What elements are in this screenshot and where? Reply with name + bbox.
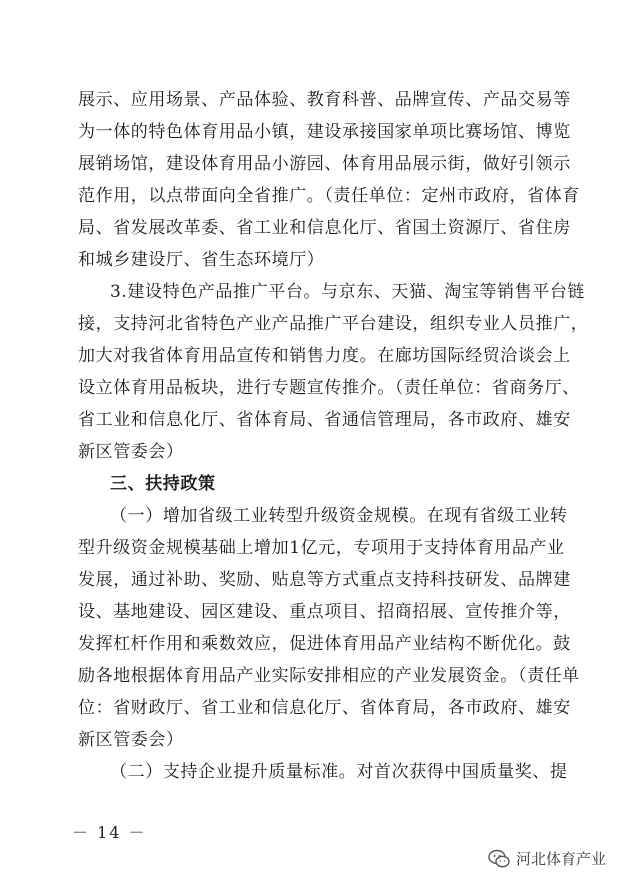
body-line-11: 省工业和信息化厅、省体育局、省通信管理局，各市政府、雄安 <box>78 410 571 430</box>
body-line-5: 局、省发展改革委、省工业和信息化厅、省国土资源厅、省住房 <box>78 218 571 238</box>
body-line-8: 接，支持河北省特色产业产品推广平台建设，组织专业人员推广， <box>78 314 589 334</box>
body-line-22: （二）支持企业提升质量标准。对首次获得中国质量奖、提 <box>110 762 568 782</box>
body-line-18: 发挥杠杆作用和乘数效应，促进体育用品产业结构不断优化。鼓 <box>78 634 571 654</box>
body-line-16: 发展，通过补助、奖励、贴息等方式重点支持科技研发、品牌建 <box>78 570 571 590</box>
body-line-17: 设、基地建设、园区建设、重点项目、招商招展、宣传推介等， <box>78 602 571 622</box>
body-line-10: 设立体育用品板块，进行专题宣传推介。（责任单位：省商务厅、 <box>78 378 580 398</box>
body-line-7: 3.建设特色产品推广平台。与京东、天猫、淘宝等销售平台链 <box>110 282 586 302</box>
body-line-15: 型升级资金规模基础上增加1亿元，专项用于支持体育用品产业 <box>78 538 565 558</box>
body-line-1: 展示、应用场景、产品体验、教育科普、品牌宣传、产品交易等 <box>78 90 571 110</box>
body-line-4: 范作用，以点带面向全省推广。（责任单位：定州市政府，省体育 <box>78 186 580 206</box>
body-line-19: 励各地根据体育用品产业实际安排相应的产业发展资金。（责任单 <box>78 666 580 686</box>
body-line-12: 新区管委会） <box>78 442 184 462</box>
wechat-icon <box>488 849 510 869</box>
body-line-2: 为一体的特色体育用品小镇，建设承接国家单项比赛场馆、博览 <box>78 122 571 142</box>
body-line-9: 加大对我省体育用品宣传和销售力度。在廊坊国际经贸洽谈会上 <box>78 346 571 366</box>
section-heading: 三、扶持政策 <box>110 474 216 494</box>
body-line-20: 位：省财政厅、省工业和信息化厅、省体育局，各市政府、雄安 <box>78 698 571 718</box>
body-line-3: 展销场馆，建设体育用品小游园、体育用品展示街，做好引领示 <box>78 154 571 174</box>
page-number: － 14 － <box>72 823 147 842</box>
watermark-text: 河北体育产业 <box>515 850 606 868</box>
source-watermark <box>484 846 610 871</box>
body-line-14: （一）增加省级工业转型升级资金规模。在现有省级工业转 <box>110 506 568 526</box>
body-line-6: 和城乡建设厅、省生态环境厅） <box>78 250 325 270</box>
body-line-21: 新区管委会） <box>78 730 184 750</box>
